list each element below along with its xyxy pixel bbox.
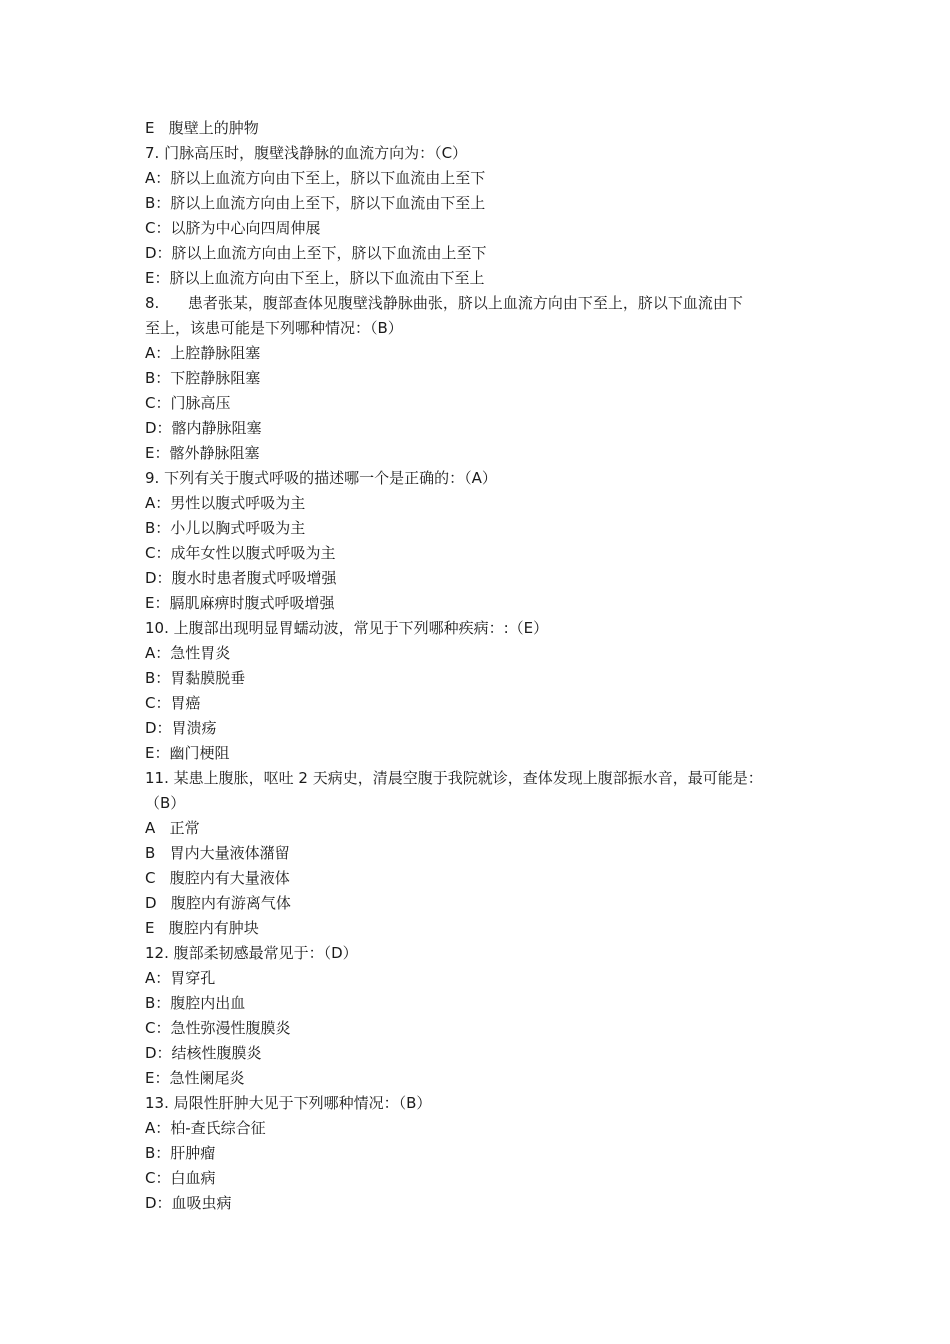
question-line-continued: （B） — [145, 794, 186, 812]
question-line-continued: 至上，该患可能是下列哪种情况：（B） — [145, 319, 403, 337]
option-line: B 胃内大量液体潴留 — [145, 844, 290, 862]
option-line: D：结核性腹膜炎 — [145, 1044, 262, 1062]
option-line: E：幽门梗阻 — [145, 744, 230, 762]
option-line: A：脐以上血流方向由下至上，脐以下血流由上至下 — [145, 169, 486, 187]
option-line: A：柏-查氏综合征 — [145, 1119, 266, 1137]
option-line: B：小儿以胸式呼吸为主 — [145, 519, 306, 537]
option-line: E：脐以上血流方向由下至上，脐以下血流由下至上 — [145, 269, 485, 287]
option-line: C：以脐为中心向四周伸展 — [145, 219, 321, 237]
option-line: E：急性阑尾炎 — [145, 1069, 245, 1087]
option-line: A：急性胃炎 — [145, 644, 231, 662]
document-body — [145, 116, 810, 1216]
option-line: D：胃溃疡 — [145, 719, 217, 737]
question-line: 7. 门脉高压时，腹壁浅静脉的血流方向为：（C） — [145, 144, 468, 162]
option-line: A：男性以腹式呼吸为主 — [145, 494, 306, 512]
option-line: E：膈肌麻痹时腹式呼吸增强 — [145, 594, 335, 612]
option-line: D：腹水时患者腹式呼吸增强 — [145, 569, 337, 587]
option-line: D 腹腔内有游离气体 — [145, 894, 291, 912]
option-line: B：腹腔内出血 — [145, 994, 246, 1012]
option-line: B：脐以上血流方向由上至下，脐以下血流由下至上 — [145, 194, 486, 212]
option-line: C：白血病 — [145, 1169, 216, 1187]
option-line: E 腹腔内有肿块 — [145, 919, 259, 937]
question-line: 11. 某患上腹胀，呕吐 2 天病史，清晨空腹于我院就诊，查体发现上腹部振水音，最可能是： — [145, 769, 763, 787]
option-line: B：胃黏膜脱垂 — [145, 669, 246, 687]
option-line: A：胃穿孔 — [145, 969, 216, 987]
option-line: C：急性弥漫性腹膜炎 — [145, 1019, 291, 1037]
option-line: A：上腔静脉阻塞 — [145, 344, 261, 362]
question-line: 10. 上腹部出现明显胃蠕动波，常见于下列哪种疾病：:（E） — [145, 619, 549, 637]
option-line: B：下腔静脉阻塞 — [145, 369, 261, 387]
option-line: E：髂外静脉阻塞 — [145, 444, 260, 462]
option-line: C：胃癌 — [145, 694, 201, 712]
question-line: 8. 患者张某，腹部查体见腹壁浅静脉曲张，脐以上血流方向由下至上，脐以下血流由下 — [145, 294, 743, 312]
option-line: C：门脉高压 — [145, 394, 231, 412]
option-line: A 正常 — [145, 819, 200, 837]
question-line: 9. 下列有关于腹式呼吸的描述哪一个是正确的：（A） — [145, 469, 497, 487]
option-line: D：血吸虫病 — [145, 1194, 232, 1212]
option-line: D：脐以上血流方向由上至下，脐以下血流由上至下 — [145, 244, 487, 262]
option-line: C 腹腔内有大量液体 — [145, 869, 290, 887]
option-line: D：髂内静脉阻塞 — [145, 419, 262, 437]
question-line: 12. 腹部柔韧感最常见于：（D） — [145, 944, 358, 962]
option-line: B：肝肿瘤 — [145, 1144, 216, 1162]
option-line: C：成年女性以腹式呼吸为主 — [145, 544, 336, 562]
question-line: 13. 局限性肝肿大见于下列哪种情况：（B） — [145, 1094, 432, 1112]
option-line: E 腹壁上的肿物 — [145, 119, 259, 137]
